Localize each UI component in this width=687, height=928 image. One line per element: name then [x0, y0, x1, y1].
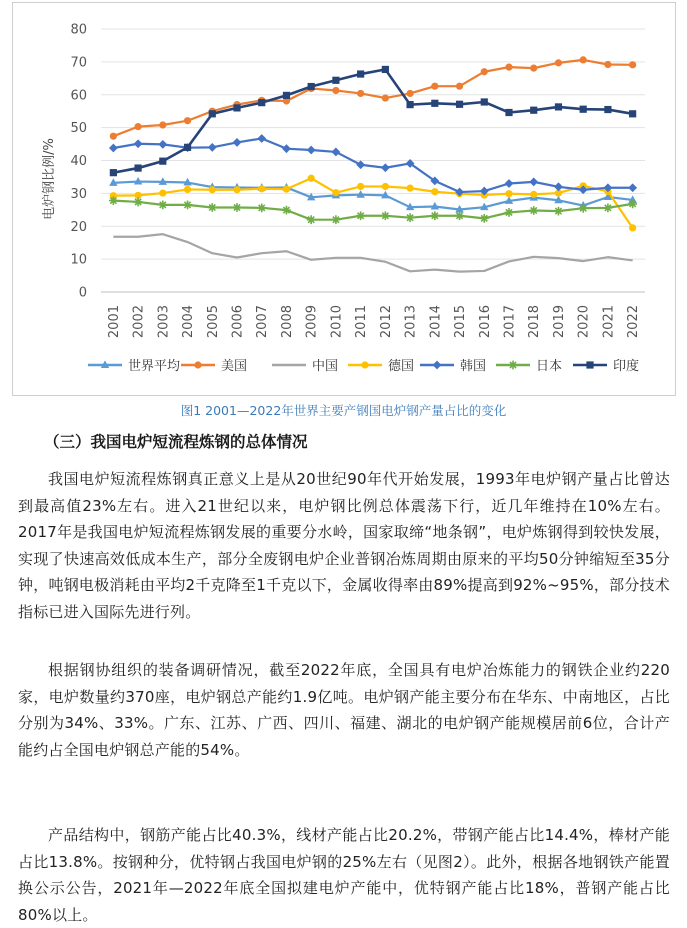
data-point: [381, 163, 390, 172]
legend-item: [272, 358, 338, 374]
series-line: [113, 234, 632, 271]
data-point: [554, 182, 563, 191]
series-line: [113, 69, 632, 172]
data-point: [134, 198, 143, 207]
data-point: [381, 211, 390, 220]
x-tick-label: 2002: [131, 305, 147, 339]
data-point: [233, 104, 240, 111]
data-point: [209, 110, 216, 117]
x-tick-label: 2021: [601, 305, 617, 339]
x-tick-label: 2015: [453, 305, 469, 339]
data-point: [382, 183, 389, 190]
paragraph-2: 根据钢协组织的装备调研情况，截至2022年底，全国具有电炉冶炼能力的钢铁企业约220家，电炉数量约370座，电炉钢总产能约1.9亿吨。电炉钢产能主要分布在华东、中南地区，占比分别为34%、33%。广东、江苏、广西、四川、福建、湖北的电炉钢产能规模居前6位，合计产能约占全国电炉钢总产能的54%。: [18, 661, 670, 759]
data-point: [529, 177, 538, 186]
data-point: [431, 100, 438, 107]
data-point: [586, 361, 593, 368]
data-point: [356, 211, 365, 220]
data-point: [357, 90, 364, 97]
y-tick-label: 60: [70, 88, 87, 104]
legend-item: [88, 358, 180, 374]
data-point: [529, 206, 538, 215]
chart-frame: [12, 2, 676, 396]
data-point: [283, 186, 290, 193]
legend-item: [420, 358, 486, 374]
data-point: [109, 144, 118, 153]
x-tick-label: 2014: [428, 305, 444, 339]
data-point: [555, 59, 562, 66]
data-point: [134, 139, 143, 148]
data-point: [604, 61, 611, 68]
data-point: [158, 200, 167, 209]
data-point: [233, 186, 240, 193]
data-point: [629, 110, 636, 117]
legend-item: [496, 358, 562, 374]
data-point: [406, 90, 413, 97]
data-point: [134, 164, 141, 171]
section-heading: （三）我国电炉短流程炼钢的总体情况: [44, 433, 308, 451]
data-point: [159, 121, 166, 128]
data-point: [110, 169, 117, 176]
data-point: [134, 123, 141, 130]
data-point: [257, 134, 266, 143]
data-point: [580, 106, 587, 113]
data-point: [332, 215, 341, 224]
y-axis-ticks: [70, 23, 87, 301]
x-tick-label: 2006: [230, 305, 246, 339]
data-point: [455, 211, 464, 220]
x-axis-ticks: [107, 305, 641, 338]
data-point: [258, 185, 265, 192]
data-point: [382, 94, 389, 101]
legend-label: 韩国: [460, 359, 487, 374]
data-point: [159, 158, 166, 165]
data-point: [505, 64, 512, 71]
data-point: [308, 83, 315, 90]
data-point: [307, 146, 316, 155]
x-tick-label: 2011: [354, 305, 370, 339]
data-point: [332, 148, 341, 157]
data-point: [530, 65, 537, 72]
data-point: [481, 98, 488, 105]
paragraph-1: 我国电炉短流程炼钢真正意义上是从20世纪90年代开始发展，1993年电炉钢产量占比曾达到最高值23%左右。进入21世纪以来，电炉钢比例总体震荡下行，近几年维持在10%左右。2017年是我国电炉短流程炼钢发展的重要分水岭，国家取缔“地条钢”，电炉炼钢得到较快发展，实现了快速高效低成本生产，部分全废钢电炉企业普钢冶炼周期由原来的平均50分钟缩短至35分钟，吨钢电极消耗由平均2千克降至1千克以下，金属收得率由89%提高到92%~95%，部分技术指标已进入国际先进行列。: [18, 470, 670, 621]
data-point: [158, 140, 167, 149]
data-point: [505, 208, 514, 217]
data-point: [628, 199, 637, 208]
data-point: [505, 190, 512, 197]
data-point: [629, 224, 636, 231]
y-tick-label: 80: [70, 22, 87, 38]
data-point: [257, 203, 266, 212]
x-tick-label: 2017: [502, 305, 518, 339]
data-point: [357, 70, 364, 77]
data-point: [604, 106, 611, 113]
data-point: [555, 103, 562, 110]
data-point: [361, 361, 368, 368]
data-point: [505, 109, 512, 116]
data-point: [431, 83, 438, 90]
x-tick-label: 2007: [255, 305, 271, 339]
data-point: [184, 144, 191, 151]
data-point: [332, 77, 339, 84]
data-point: [183, 200, 192, 209]
data-point: [530, 107, 537, 114]
data-point: [159, 189, 166, 196]
data-point: [208, 203, 217, 212]
data-point: [332, 189, 339, 196]
data-point: [283, 92, 290, 99]
data-point: [282, 206, 291, 215]
data-point: [307, 215, 316, 224]
data-point: [282, 144, 291, 153]
data-point: [208, 143, 217, 152]
x-tick-label: 2018: [527, 305, 543, 339]
x-tick-label: 2016: [477, 305, 493, 339]
x-tick-label: 2001: [106, 305, 122, 339]
x-tick-label: 2013: [403, 305, 419, 339]
data-point: [406, 185, 413, 192]
data-point: [480, 214, 489, 223]
gridlines: [101, 29, 645, 292]
data-point: [184, 117, 191, 124]
data-point: [456, 83, 463, 90]
data-point: [604, 203, 613, 212]
data-point: [194, 361, 201, 368]
paragraph-3: 产品结构中，钢筋产能占比40.3%，线材产能占比20.2%，带钢产能占比14.4%，棒材产能占比13.8%。按钢种分，优特钢占我国电炉钢的25%左右（见图2）。此外，根据各地钢铁产能置换公示公告，2021年—2022年底全国拟建电炉产能中，优特钢产能占比18%，普钢产能占比80%以上。: [18, 826, 670, 924]
data-point: [184, 186, 191, 193]
data-point: [406, 101, 413, 108]
y-tick-label: 50: [70, 121, 87, 137]
y-tick-label: 30: [70, 186, 87, 202]
legend-item: [348, 359, 414, 374]
y-tick-label: 0: [78, 285, 87, 301]
data-point: [579, 204, 588, 213]
legend-item: [573, 358, 639, 374]
series-group: [109, 56, 637, 271]
data-point: [233, 138, 242, 147]
x-tick-label: 2005: [205, 305, 221, 339]
data-point: [554, 207, 563, 216]
y-tick-label: 70: [70, 55, 87, 71]
legend-item: [181, 359, 247, 374]
y-tick-label: 20: [70, 219, 87, 235]
legend-label: 中国: [312, 359, 339, 374]
line-chart: [13, 3, 677, 397]
series-line: [113, 201, 632, 220]
data-point: [629, 61, 636, 68]
y-axis-label: 电炉钢比例/%: [42, 138, 57, 220]
data-point: [233, 203, 242, 212]
data-point: [530, 191, 537, 198]
legend-label: 世界平均: [128, 359, 181, 374]
x-tick-label: 2022: [626, 305, 642, 339]
data-point: [481, 68, 488, 75]
legend-label: 日本: [536, 359, 563, 374]
data-point: [109, 196, 118, 205]
data-point: [332, 87, 339, 94]
data-point: [456, 101, 463, 108]
legend-label: 印度: [613, 359, 640, 374]
x-tick-label: 2019: [551, 305, 567, 339]
data-point: [110, 133, 117, 140]
data-point: [356, 160, 365, 169]
x-tick-label: 2020: [576, 305, 592, 339]
data-point: [308, 175, 315, 182]
legend-label: 德国: [388, 359, 415, 374]
data-point: [509, 361, 518, 370]
data-point: [430, 211, 439, 220]
series-2: [113, 234, 632, 271]
figure-caption: 图1 2001—2022年世界主要产钢国电炉钢产量占比的变化: [180, 403, 507, 418]
data-point: [431, 188, 438, 195]
data-point: [382, 66, 389, 73]
x-tick-label: 2008: [279, 305, 295, 339]
x-tick-label: 2004: [181, 305, 197, 339]
data-point: [357, 183, 364, 190]
data-point: [209, 186, 216, 193]
x-tick-label: 2009: [304, 305, 320, 339]
x-tick-label: 2003: [156, 305, 172, 339]
y-tick-label: 10: [70, 252, 87, 268]
x-tick-label: 2010: [329, 305, 345, 339]
data-point: [406, 213, 415, 222]
y-tick-label: 40: [70, 154, 87, 169]
data-point: [628, 183, 637, 192]
legend-label: 美国: [221, 359, 248, 374]
data-point: [258, 99, 265, 106]
data-point: [580, 56, 587, 63]
x-tick-label: 2012: [378, 305, 394, 339]
data-point: [433, 361, 442, 370]
legend: [88, 358, 639, 374]
data-point: [505, 179, 514, 188]
